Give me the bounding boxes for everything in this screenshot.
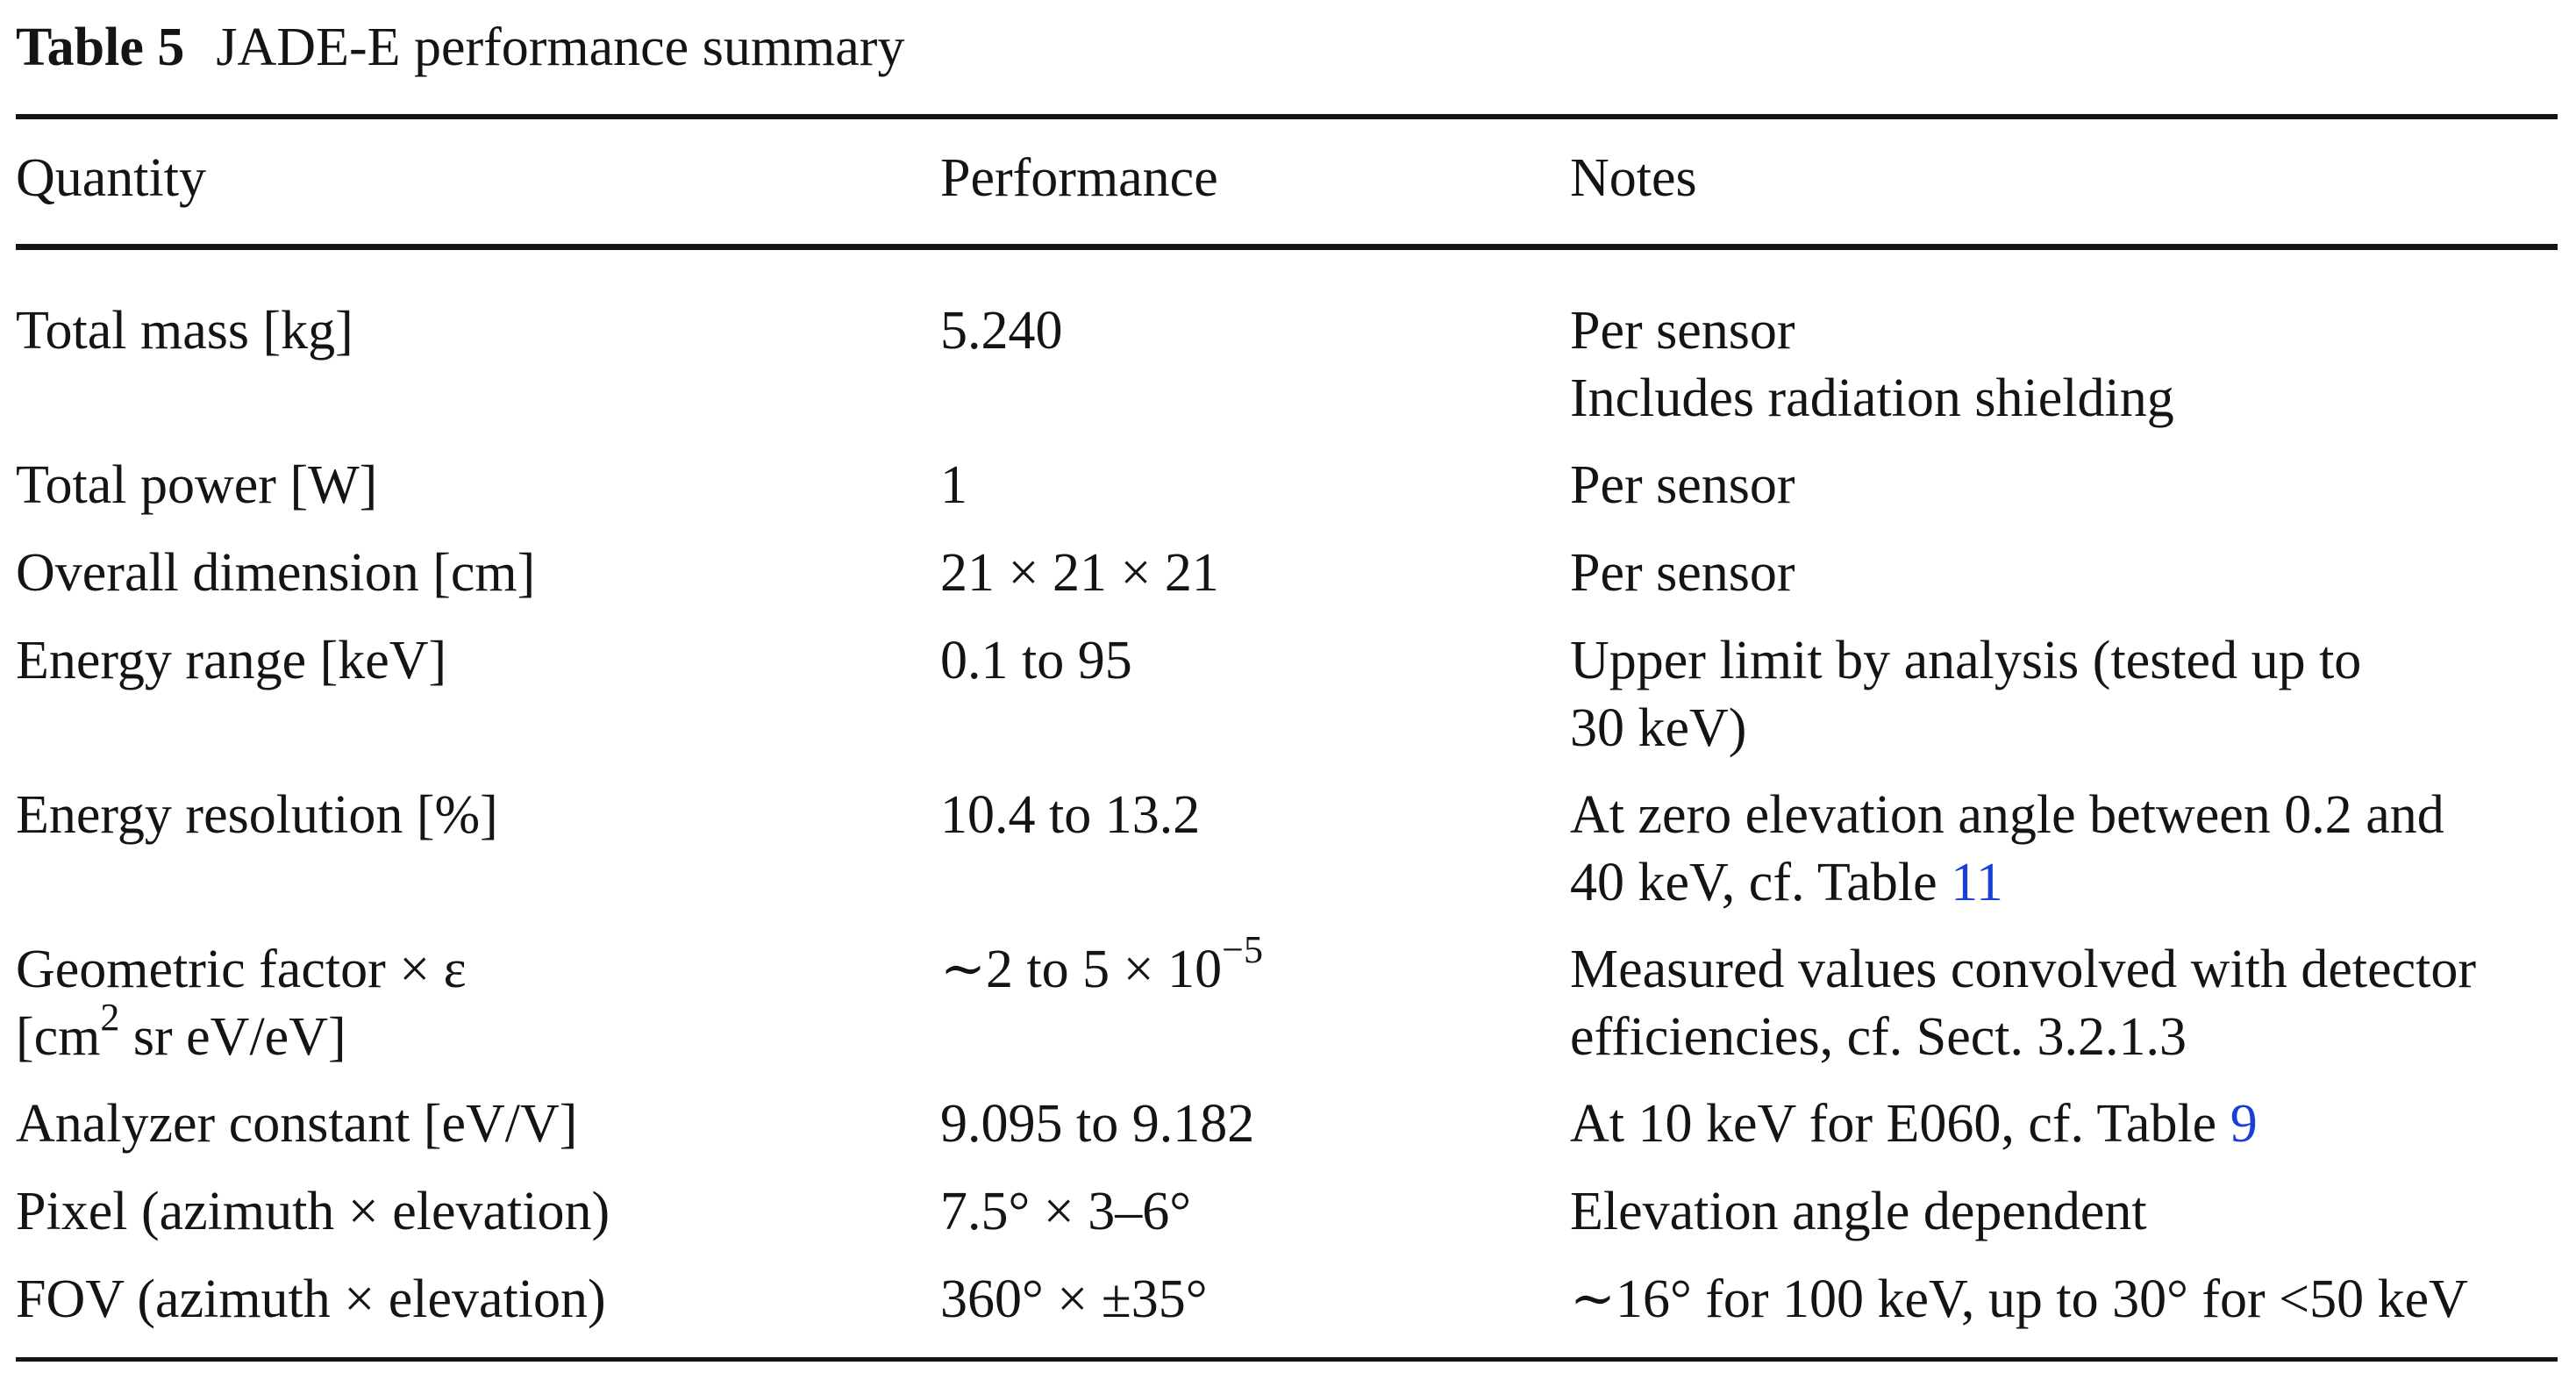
row-total-power-performance: 1 (940, 455, 967, 515)
header-performance: Performance (940, 148, 1218, 208)
table-label: Table 5 (16, 18, 185, 77)
row-total-mass-quantity: Total mass [kg] (16, 301, 353, 361)
row-pixel-performance: 7.5° × 3–6° (940, 1182, 1192, 1241)
row-fov-note: ∼16° for 100 keV, up to 30° for <50 keV (1570, 1269, 2468, 1329)
row-total-mass-note-line1: Per sensor (1570, 301, 1795, 361)
row-pixel-quantity: Pixel (azimuth × elevation) (16, 1182, 610, 1241)
row-total-power-note: Per sensor (1570, 455, 1795, 515)
row-pixel-note: Elevation angle dependent (1570, 1182, 2147, 1241)
row-fov-performance: 360° × ±35° (940, 1269, 1208, 1329)
row-overall-dimension-quantity: Overall dimension [cm] (16, 543, 536, 603)
row-geometric-factor-note-line2: efficiencies, cf. Sect. 3.2.1.3 (1570, 1007, 2187, 1067)
header-rule (16, 244, 2558, 250)
row-overall-dimension-note: Per sensor (1570, 543, 1795, 603)
row-energy-resolution-quantity: Energy resolution [%] (16, 785, 498, 845)
table-caption (16, 12, 904, 82)
table-reference-link[interactable]: 9 (2230, 1094, 2258, 1154)
row-fov-quantity: FOV (azimuth × elevation) (16, 1269, 606, 1329)
row-energy-range-note-line2: 30 keV) (1570, 698, 1747, 758)
performance-exponent: −5 (1222, 928, 1263, 972)
unit-exponent: 2 (100, 996, 120, 1040)
unit-text: [cm (16, 1007, 101, 1067)
row-geometric-factor-quantity-line2 (16, 996, 346, 1071)
row-overall-dimension-performance: 21 × 21 × 21 (940, 543, 1219, 603)
note-text: 40 keV, cf. Table (1570, 853, 1952, 912)
performance-mantissa: ∼2 to 5 × 10 (940, 940, 1223, 999)
row-analyzer-constant-note (1570, 1090, 2258, 1158)
row-geometric-factor-performance (940, 928, 1263, 1004)
row-energy-range-performance: 0.1 to 95 (940, 631, 1132, 690)
note-text: At 10 keV for E060, cf. Table (1570, 1094, 2230, 1154)
row-total-mass-note-line2: Includes radiation shielding (1570, 368, 2174, 428)
row-energy-resolution-performance: 10.4 to 13.2 (940, 785, 1201, 845)
bottom-rule (16, 1357, 2558, 1362)
row-total-mass-performance: 5.240 (940, 301, 1063, 361)
table-title: JADE-E performance summary (216, 18, 905, 77)
row-energy-resolution-note-line1: At zero elevation angle between 0.2 and (1570, 785, 2444, 845)
row-analyzer-constant-performance: 9.095 to 9.182 (940, 1094, 1255, 1154)
unit-text-rest: sr eV/eV] (119, 1007, 346, 1067)
header-notes: Notes (1570, 148, 1697, 208)
top-rule (16, 114, 2558, 119)
row-total-power-quantity: Total power [W] (16, 455, 378, 515)
row-energy-range-note-line1: Upper limit by analysis (tested up to (1570, 631, 2362, 690)
row-energy-resolution-note-line2 (1570, 848, 2003, 917)
header-quantity: Quantity (16, 148, 206, 208)
table-reference-link[interactable]: 11 (1951, 853, 2003, 912)
row-geometric-factor-quantity-line1: Geometric factor × ε (16, 940, 467, 999)
row-analyzer-constant-quantity: Analyzer constant [eV/V] (16, 1094, 578, 1154)
row-geometric-factor-note-line1: Measured values convolved with detector (1570, 940, 2476, 999)
row-energy-range-quantity: Energy range [keV] (16, 631, 447, 690)
